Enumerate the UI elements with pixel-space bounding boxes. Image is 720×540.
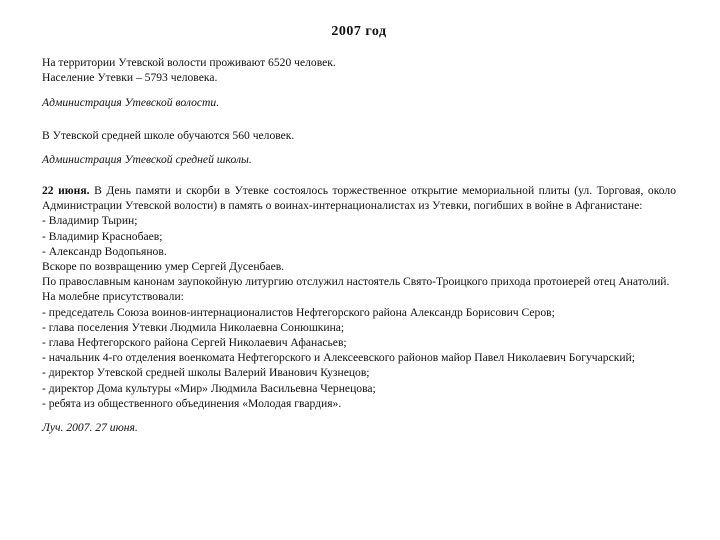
page-title: 2007 год [331,24,387,39]
population-line-2: Население Утевки – 5793 человека. [42,71,218,85]
event-text: В День памяти и скорби в Утевке состоялось торжественное открытие мемориальной плиты (ул. Торговая, около Администрации Утевской волости) в память о воинах-интернационалистах из Утевки, погибших в войне в Афганистане: [42,184,677,213]
source-school: Администрация Утевской средней школы. [42,152,252,166]
list-item: - Владимир Тырин; [42,214,138,228]
source-newspaper: Луч. 2007. 27 июня. [42,421,138,435]
list-item: - глава поселения Утевки Людмила Николаевна Сонюшкина; [42,320,345,334]
attendees-heading: На молебне присутствовали: [42,290,184,304]
liturgy-paragraph: По православным канонам заупокойную литургию отслужил настоятель Свято-Троицкого прихода протоиерей отец Анатолий. [42,275,670,289]
population-line-1: На территории Утевской волости проживают 6520 человек. [42,56,336,69]
list-item: - Александр Водопьянов. [42,244,167,258]
event-paragraph [42,183,676,213]
population-block [42,55,676,85]
list-item: - директор Дома культуры «Мир» Людмила Васильевна Чернецова; [42,381,376,395]
school-line: В Утевской средней школе обучаются 560 человек. [42,128,295,142]
list-item: - начальник 4-го отделения военкомата Нефтегорского и Алексеевского районов майор Павел Николаевич Богучарский; [42,351,635,365]
after-return-line: Вскоре по возвращению умер Сергей Дусенбаев. [42,260,285,274]
event-date: 22 июня. [42,184,90,198]
fallen-names-list [42,213,676,259]
list-item: - председатель Союза воинов-интернационалистов Нефтегорского района Александр Борисович Серов; [42,305,555,319]
attendees-list [42,305,676,411]
list-item: - Владимир Краснобаев; [42,229,163,243]
list-item: - глава Нефтегорского района Сергей Николаевич Афанасьев; [42,336,347,350]
event-block [42,183,676,411]
source-administration: Администрация Утевской волости. [42,96,220,110]
list-item: - ребята из общественного объединения «Молодая гвардия». [42,396,342,410]
list-item: - директор Утевской средней школы Валерий Иванович Кузнецов; [42,366,370,380]
